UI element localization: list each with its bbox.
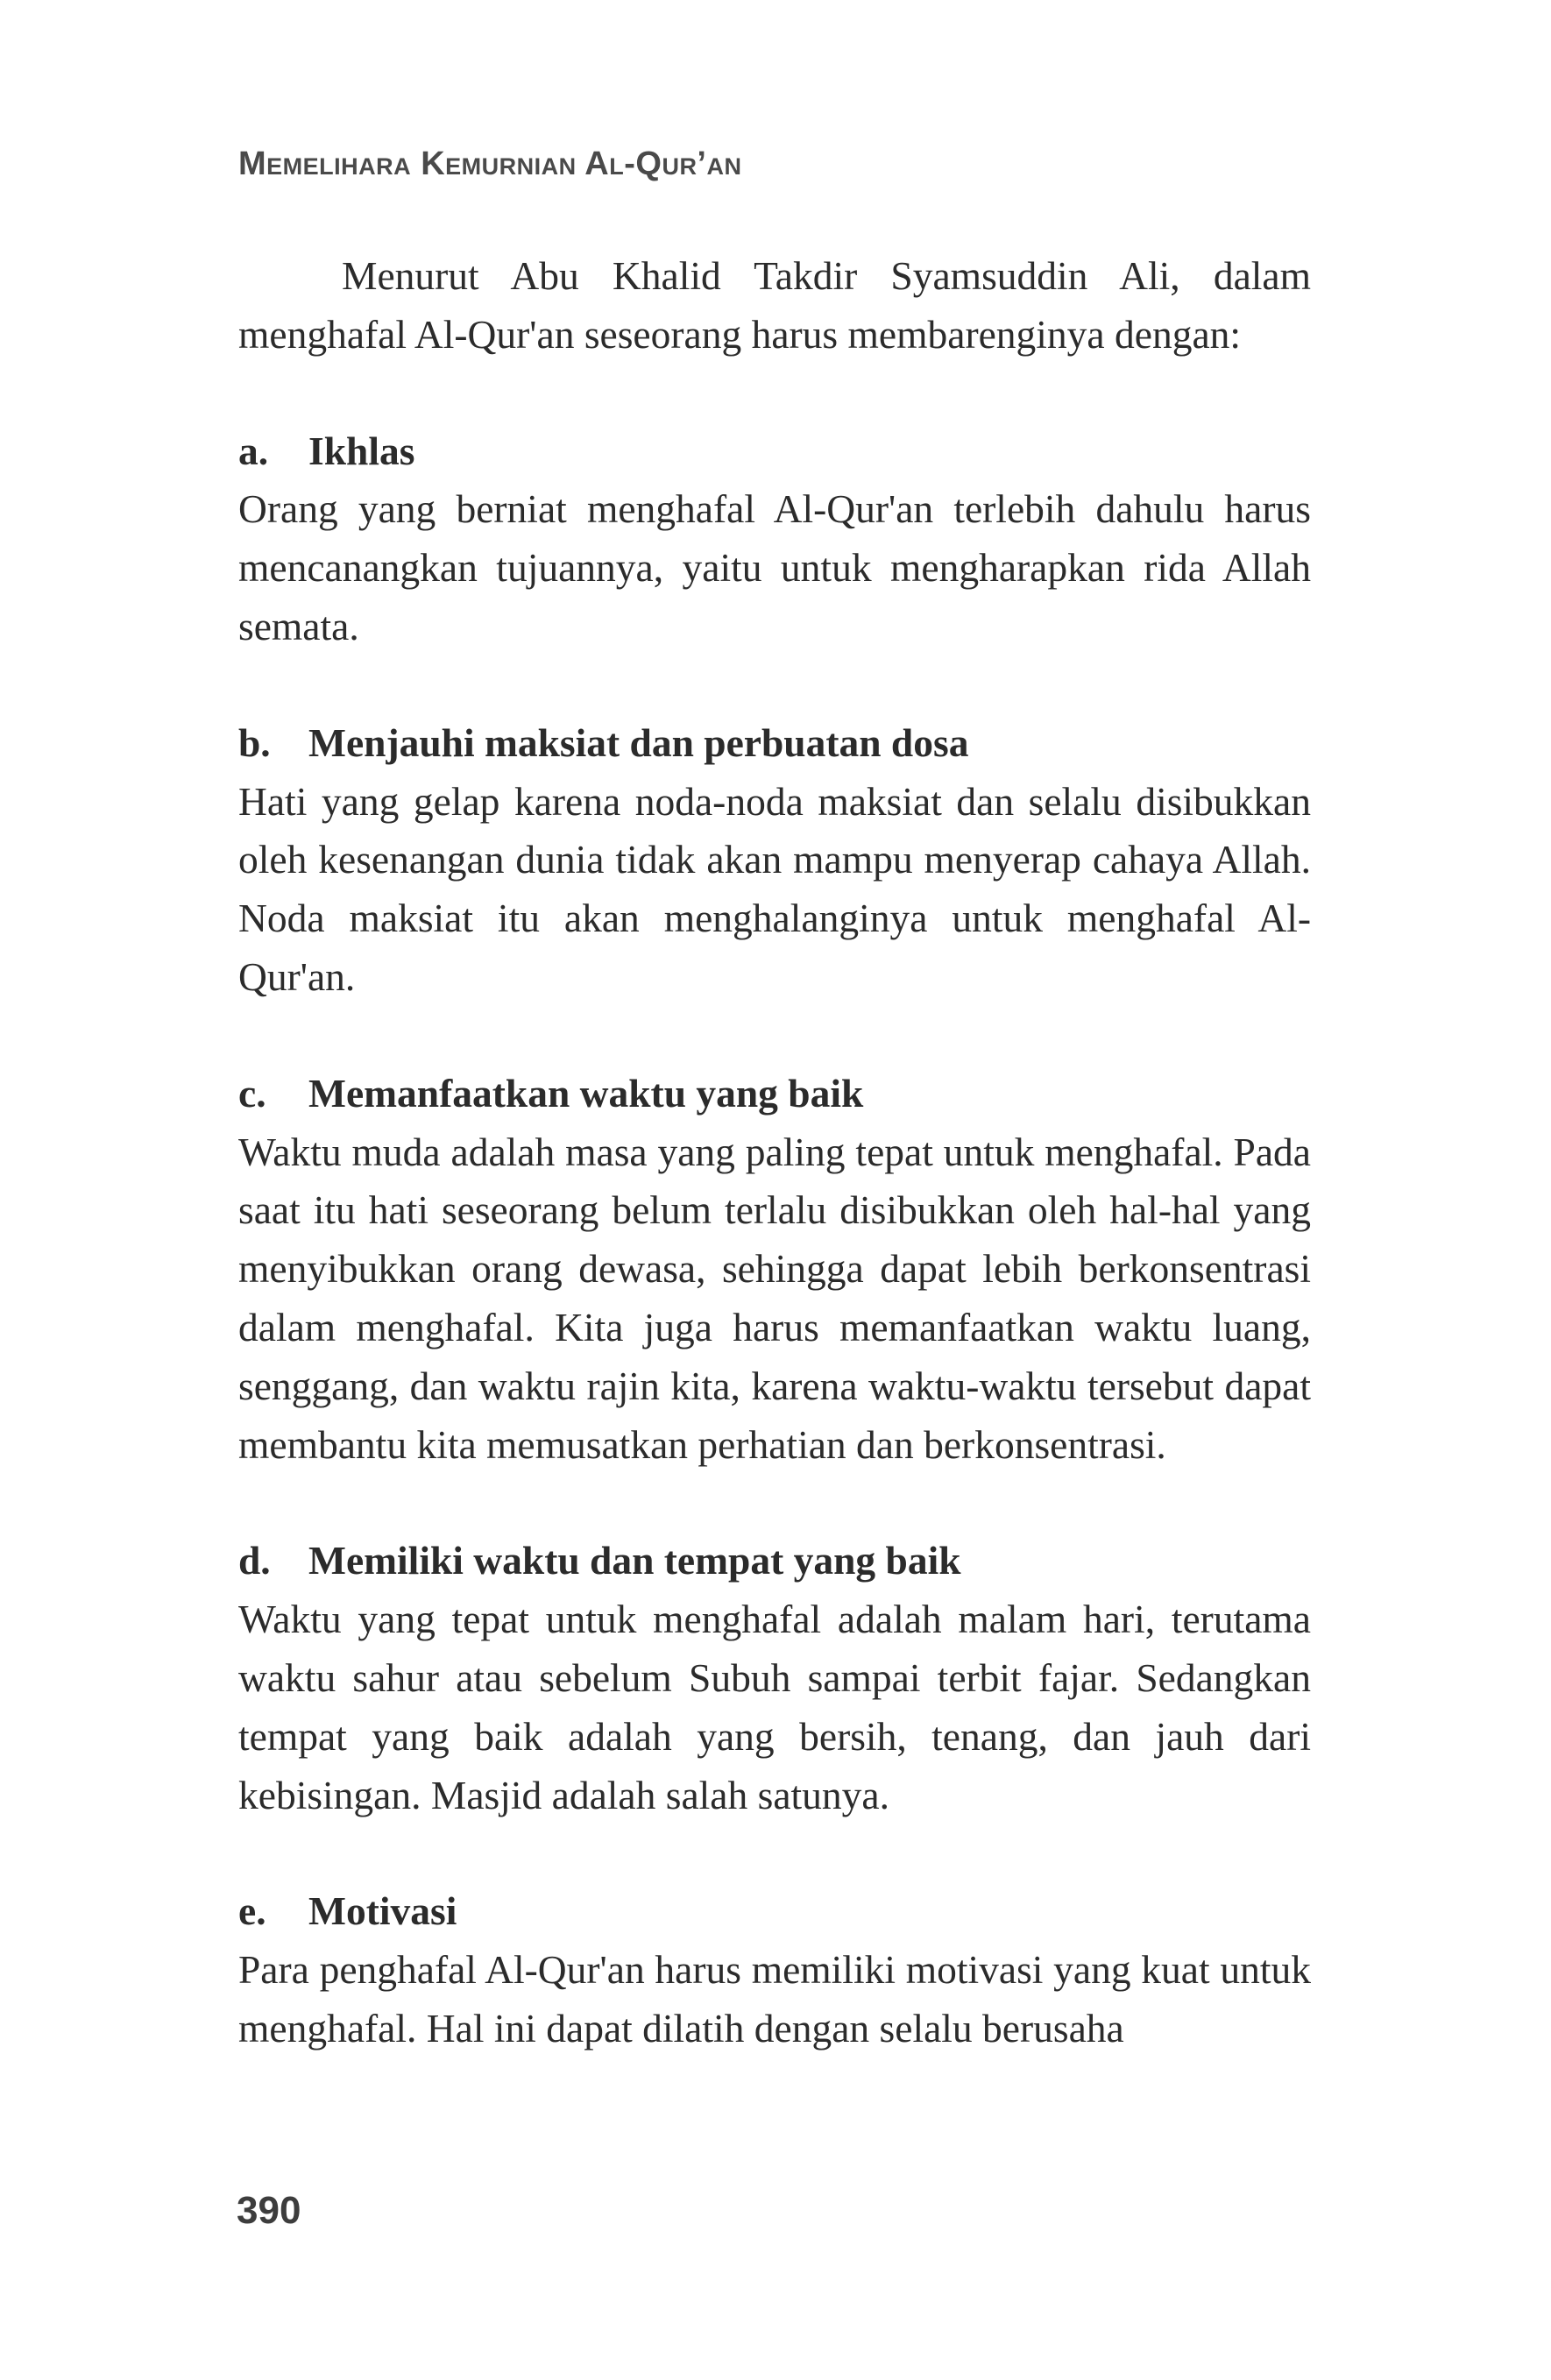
section-paragraph: Waktu muda adalah masa yang paling tepat untuk menghafal. Pada saat itu hati seseorang belum terlalu disibukkan oleh hal-hal yang menyibukkan orang dewasa, sehingga dapat lebih berkonsentrasi dalam menghafal. Kita juga harus memanfaatkan waktu luang, senggang, dan waktu rajin kita, karena waktu-waktu tersebut dapat membantu kita memusatkan perhatian dan berkonsentrasi. [238,1129,1311,1467]
section-a [238,422,1311,656]
section-title: Memiliki waktu dan tempat yang baik [308,1538,961,1583]
section-letter: a. [238,428,269,473]
page-number: 390 [237,2189,301,2232]
page-body [238,247,1311,2058]
section-letter: d. [238,1538,271,1583]
section-title: Menjauhi maksiat dan perbuatan dosa [308,719,969,765]
section-paragraph: Waktu yang tepat untuk menghafal adalah malam hari, terutama waktu sahur atau sebelum Subuh sampai terbit fajar. Sedangkan tempat yang baik adalah yang bersih, tenang, dan jauh dari kebisingan. Masjid adalah salah satunya. [238,1597,1311,1817]
section-letter: b. [238,719,271,765]
section-letter: c. [238,1070,266,1116]
section-heading [238,714,1311,773]
section-paragraph: Hati yang gelap karena noda-noda maksiat dan selalu disibukkan oleh kesenangan dunia tidak akan mampu menyerap cahaya Allah. Noda maksiat itu akan menghalanginya untuk menghafal Al-Qur'an. [238,778,1311,999]
running-header: Memelihara Kemurnian Al-Qur’an [238,145,742,182]
section-paragraph: Orang yang berniat menghafal Al-Qur'an terlebih dahulu harus mencanangkan tujuannya, yaitu untuk mengharapkan rida Allah semata. [238,486,1311,648]
intro-paragraph: Menurut Abu Khalid Takdir Syamsuddin Ali, dalam menghafal Al-Qur'an seseorang harus membarenginya dengan: [238,253,1311,357]
section-heading [238,422,1311,481]
section-title: Motivasi [308,1888,457,1934]
section-heading [238,1065,1311,1123]
section-e [238,1882,1311,2058]
section-letter: e. [238,1888,266,1934]
section-title: Memanfaatkan waktu yang baik [308,1070,864,1116]
section-heading [238,1532,1311,1590]
section-b [238,714,1311,1007]
section-title: Ikhlas [308,428,415,473]
section-d [238,1532,1311,1824]
section-c [238,1065,1311,1475]
section-paragraph: Para penghafal Al-Qur'an harus memiliki motivasi yang kuat untuk menghafal. Hal ini dapat dilatih dengan selalu berusaha [238,1947,1311,2051]
section-heading [238,1882,1311,1941]
